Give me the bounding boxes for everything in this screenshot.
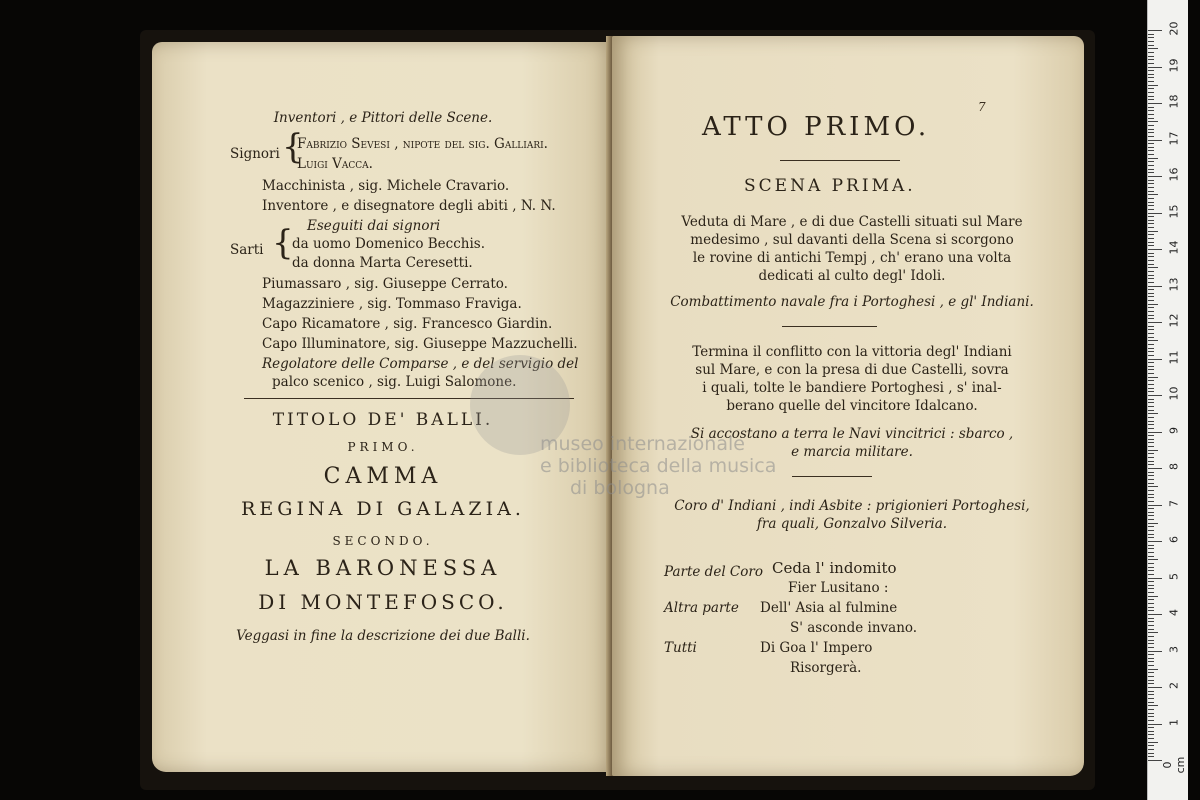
scene-description-4: dedicati al culto degl' Idoli.	[758, 268, 946, 284]
capo-ricamatore: Capo Ricamatore , sig. Francesco Giardin.	[262, 316, 553, 332]
parte-del-coro-label: Parte del Coro	[664, 564, 763, 580]
ruler-tick	[1148, 282, 1154, 283]
ruler-number: 9	[1167, 426, 1181, 434]
regolatore-line-1: Regolatore delle Comparse , e del servigio del	[262, 356, 579, 372]
ruler-tick	[1148, 691, 1154, 692]
ruler-tick	[1148, 132, 1154, 133]
ruler-tick	[1148, 348, 1154, 349]
ruler-tick	[1148, 267, 1158, 268]
ruler-tick	[1148, 59, 1154, 60]
ruler-tick	[1148, 180, 1154, 181]
ruler-tick	[1148, 70, 1154, 71]
ruler-tick	[1148, 534, 1154, 535]
ballo-1-title: CAMMA	[323, 464, 443, 489]
ruler-tick	[1148, 738, 1154, 739]
ruler-tick	[1148, 366, 1154, 367]
ruler-tick	[1148, 432, 1162, 433]
ruler-tick	[1148, 537, 1154, 538]
ballo-1-subtitle: REGINA DI GALAZIA.	[241, 498, 525, 520]
page-number: 7	[978, 100, 986, 114]
ruler-tick	[1148, 494, 1154, 495]
ruler-tick	[1148, 373, 1154, 374]
ruler-tick	[1148, 140, 1162, 141]
verse-2: Fier Lusitano :	[788, 580, 889, 596]
ruler-tick	[1148, 479, 1154, 480]
ruler-tick	[1148, 486, 1158, 487]
ruler-tick	[1148, 391, 1154, 392]
ruler-tick	[1148, 362, 1154, 363]
ruler-tick	[1148, 581, 1154, 582]
ruler-tick	[1148, 665, 1154, 666]
ruler-tick	[1148, 552, 1154, 553]
scene-painters-heading: Inventori , e Pittori delle Scene.	[273, 110, 493, 126]
sarto-uomo: da uomo Domenico Becchis.	[292, 236, 486, 252]
ruler-number: 6	[1167, 536, 1181, 543]
ruler-tick	[1148, 154, 1154, 155]
magazziniere: Magazziniere , sig. Tommaso Fraviga.	[262, 296, 522, 312]
ruler-tick	[1148, 63, 1154, 64]
ruler-tick	[1148, 497, 1154, 498]
ruler-tick	[1148, 402, 1154, 403]
left-page	[152, 42, 614, 772]
scene-description-1: Veduta di Mare , e di due Castelli situati sul Mare	[681, 214, 1023, 230]
ruler-tick	[1148, 165, 1154, 166]
ruler-tick	[1148, 311, 1154, 312]
ruler-number: 17	[1167, 131, 1181, 145]
ruler-tick	[1148, 176, 1162, 177]
ruler-tick	[1148, 136, 1154, 137]
ruler-tick	[1148, 585, 1154, 586]
ruler-tick	[1148, 227, 1154, 228]
ruler-tick	[1148, 48, 1158, 49]
ruler-tick	[1148, 293, 1154, 294]
ruler-tick	[1148, 220, 1154, 221]
ruler-tick	[1148, 183, 1154, 184]
ruler-tick	[1148, 687, 1162, 688]
ruler-number: 10	[1167, 386, 1181, 401]
ruler-tick	[1148, 125, 1154, 126]
ruler-tick	[1148, 661, 1154, 662]
ruler-tick	[1148, 705, 1158, 706]
combattimento-navale: Combattimento navale fra i Portoghesi , e gl' Indiani.	[670, 294, 1034, 310]
ruler-tick	[1148, 424, 1154, 425]
ruler-tick	[1148, 406, 1154, 407]
ruler-number: 4	[1167, 609, 1181, 616]
ruler-tick	[1148, 169, 1154, 170]
ruler-tick	[1148, 114, 1154, 115]
ruler-tick	[1148, 483, 1154, 484]
ballo-2-subtitle: DI MONTEFOSCO.	[258, 590, 508, 614]
ruler-tick	[1148, 734, 1154, 735]
ruler-tick	[1148, 194, 1158, 195]
ruler-tick	[1148, 428, 1154, 429]
ruler-tick	[1148, 745, 1154, 746]
ruler-tick	[1148, 351, 1154, 352]
ruler-tick	[1148, 464, 1154, 465]
coro-description-1: Coro d' Indiani , indi Asbite : prigionieri Portoghesi,	[674, 498, 1030, 514]
termina-4: berano quelle del vincitore Idalcano.	[726, 398, 978, 414]
ruler-tick	[1148, 410, 1154, 411]
ruler-number: 15	[1167, 204, 1181, 218]
divider-rule	[244, 398, 574, 399]
ruler-tick	[1148, 234, 1154, 235]
ruler-tick	[1148, 81, 1154, 82]
ruler-tick	[1148, 278, 1154, 279]
ruler-tick	[1148, 654, 1154, 655]
ruler-tick	[1148, 150, 1154, 151]
ruler-tick	[1148, 99, 1154, 100]
sarti-label: Sarti	[230, 242, 264, 258]
ruler-tick	[1148, 231, 1158, 232]
ruler-tick	[1148, 380, 1154, 381]
ruler-tick	[1148, 369, 1154, 370]
ruler-number: 2	[1167, 682, 1181, 689]
ruler-tick	[1148, 435, 1154, 436]
verse-1: Ceda l' indomito	[772, 559, 897, 577]
ruler-tick	[1148, 216, 1154, 217]
ruler-tick	[1148, 490, 1154, 491]
ruler-tick	[1148, 249, 1162, 250]
ruler-tick	[1148, 618, 1154, 619]
ruler-tick	[1148, 395, 1162, 396]
secondo-label: SECONDO.	[332, 534, 434, 548]
ruler-tick	[1148, 96, 1154, 97]
ruler-tick	[1148, 530, 1154, 531]
ruler-tick	[1148, 505, 1162, 506]
verse-6: Risorgerà.	[790, 660, 862, 676]
ruler-number: 12	[1167, 313, 1181, 328]
ruler-tick	[1148, 694, 1154, 695]
ruler-tick	[1148, 275, 1154, 276]
watermark-line-1: museo internazionale	[540, 433, 745, 455]
ruler-tick	[1148, 607, 1154, 608]
ruler-tick	[1148, 129, 1154, 130]
ruler-tick	[1148, 56, 1154, 57]
ruler-tick	[1148, 110, 1154, 111]
ruler-tick	[1148, 753, 1154, 754]
ruler-tick	[1148, 468, 1162, 469]
ruler-tick	[1148, 260, 1154, 261]
accostano-2: e marcia militare.	[791, 444, 913, 460]
titolo-balli: TITOLO DE' BALLI.	[272, 410, 494, 430]
ruler-number: 1	[1167, 718, 1181, 726]
ruler-tick	[1148, 599, 1154, 600]
ruler-tick	[1148, 742, 1158, 743]
ruler-tick	[1148, 107, 1154, 108]
ruler-tick	[1148, 727, 1154, 728]
ruler-tick	[1148, 632, 1158, 633]
ruler-tick	[1148, 271, 1154, 272]
ruler-tick	[1148, 508, 1154, 509]
ruler-tick	[1148, 574, 1154, 575]
ruler-number: 3	[1167, 645, 1181, 653]
scene-description-3: le rovine di antichi Tempj , ch' erano una volta	[692, 250, 1012, 266]
ruler-tick	[1148, 698, 1154, 699]
ruler-tick	[1148, 472, 1154, 473]
ruler-number: 16	[1167, 167, 1181, 182]
ruler-tick	[1148, 286, 1162, 287]
ruler-unit: 0 cm	[1161, 756, 1187, 774]
ruler-tick	[1148, 289, 1154, 290]
ruler-tick	[1148, 147, 1154, 148]
ruler-tick	[1148, 563, 1154, 564]
ruler-tick	[1148, 417, 1154, 418]
termina-1: Termina il conflitto con la vittoria degl' Indiani	[692, 344, 1012, 360]
ruler-tick	[1148, 541, 1162, 542]
ruler-tick	[1148, 264, 1154, 265]
ruler-tick	[1148, 709, 1154, 710]
ruler-tick	[1148, 651, 1162, 652]
ruler-tick	[1148, 640, 1154, 641]
ruler-tick	[1148, 315, 1154, 316]
ruler-tick	[1148, 318, 1154, 319]
ruler-tick	[1148, 461, 1154, 462]
ruler-tick	[1148, 592, 1154, 593]
ruler-tick	[1148, 158, 1158, 159]
ruler-tick	[1148, 256, 1154, 257]
ruler-tick	[1148, 475, 1154, 476]
ruler-tick	[1148, 388, 1154, 389]
ruler-tick	[1148, 614, 1162, 615]
macchinista: Macchinista , sig. Michele Cravario.	[262, 178, 510, 194]
ruler-tick	[1148, 596, 1158, 597]
termina-2: sul Mare, e con la presa di due Castelli, sovra	[695, 362, 1009, 378]
measurement-ruler	[1147, 0, 1188, 800]
ruler-tick	[1148, 340, 1158, 341]
ruler-tick	[1148, 45, 1154, 46]
ruler-tick	[1148, 453, 1154, 454]
termina-3: i quali, tolte le bandiere Portoghesi , s' inal-	[702, 380, 1002, 396]
ruler-tick	[1148, 85, 1158, 86]
ruler-tick	[1148, 209, 1154, 210]
ruler-tick	[1148, 501, 1154, 502]
ruler-tick	[1148, 643, 1154, 644]
scena-title: SCENA PRIMA.	[744, 176, 916, 196]
ruler-tick	[1148, 603, 1154, 604]
ruler-tick	[1148, 30, 1162, 31]
inventore-abiti: Inventore , e disegnatore degli abiti , N. N.	[262, 198, 556, 214]
altra-parte-label: Altra parte	[664, 600, 739, 616]
signori-label: Signori	[230, 146, 280, 162]
eseguiti-label: Eseguiti dai signori	[307, 218, 441, 234]
capo-illuminatore: Capo Illuminatore, sig. Giuseppe Mazzuchelli.	[262, 336, 578, 352]
ruler-tick	[1148, 322, 1162, 323]
ruler-number: 5	[1167, 572, 1181, 580]
ruler-tick	[1148, 52, 1154, 53]
ruler-tick	[1148, 191, 1154, 192]
ruler-tick	[1148, 41, 1154, 42]
ruler-tick	[1148, 172, 1154, 173]
ruler-tick	[1148, 720, 1154, 721]
combat-rule	[782, 326, 877, 327]
ruler-tick	[1148, 377, 1158, 378]
ruler-tick	[1148, 731, 1154, 732]
regolatore-line-2: palco scenico , sig. Luigi Salomone.	[272, 374, 517, 390]
veggasi-note: Veggasi in fine la descrizione dei due Balli.	[236, 628, 530, 644]
ruler-tick	[1148, 588, 1154, 589]
ruler-tick	[1148, 413, 1158, 414]
ruler-tick	[1148, 515, 1154, 516]
ruler-tick	[1148, 669, 1158, 670]
ruler-tick	[1148, 88, 1154, 89]
ruler-number: 20	[1167, 21, 1181, 36]
ruler-tick	[1148, 672, 1154, 673]
ruler-tick	[1148, 570, 1154, 571]
verse-5: Di Goa l' Impero	[760, 640, 873, 656]
painter-2: Luigi Vacca.	[297, 156, 373, 172]
ruler-tick	[1148, 326, 1154, 327]
ruler-tick	[1148, 74, 1154, 75]
sarto-donna: da donna Marta Ceresetti.	[292, 255, 473, 271]
ruler-tick	[1148, 647, 1154, 648]
ruler-tick	[1148, 567, 1154, 568]
ruler-tick	[1148, 344, 1154, 345]
ruler-tick	[1148, 205, 1154, 206]
ruler-tick	[1148, 556, 1154, 557]
ruler-tick	[1148, 621, 1154, 622]
ruler-tick	[1148, 702, 1154, 703]
primo-label: PRIMO.	[347, 440, 419, 454]
ballo-2-title: LA BARONESSA	[264, 556, 502, 580]
accostano-1: Si accostano a terra le Navi vincitrici : sbarco ,	[690, 426, 1014, 442]
ruler-number: 11	[1167, 350, 1181, 364]
ruler-tick	[1148, 713, 1154, 714]
ruler-number: 19	[1167, 58, 1181, 72]
ruler-tick	[1148, 625, 1154, 626]
atto-rule	[780, 160, 900, 161]
ruler-tick	[1148, 519, 1154, 520]
ruler-tick	[1148, 355, 1154, 356]
ruler-tick	[1148, 187, 1154, 188]
watermark-line-2: e biblioteca della musica	[540, 455, 777, 477]
ruler-tick	[1148, 359, 1162, 360]
ruler-tick	[1148, 307, 1154, 308]
ruler-tick	[1148, 198, 1154, 199]
ruler-tick	[1148, 202, 1154, 203]
ruler-tick	[1148, 446, 1154, 447]
painter-1: Fabrizio Sevesi , nipote del sig. Galliari.	[297, 136, 548, 152]
ruler-tick	[1148, 724, 1162, 725]
ruler-tick	[1148, 242, 1154, 243]
ruler-number: 8	[1167, 463, 1181, 470]
ruler-tick	[1148, 329, 1154, 330]
brace-sarti: {	[272, 223, 294, 263]
ruler-tick	[1148, 213, 1162, 214]
ruler-tick	[1148, 545, 1154, 546]
ruler-tick	[1148, 121, 1158, 122]
ruler-tick	[1148, 629, 1154, 630]
ruler-tick	[1148, 578, 1162, 579]
ruler-tick	[1148, 526, 1154, 527]
ruler-tick	[1148, 399, 1154, 400]
ruler-number: 7	[1167, 499, 1181, 507]
coro-description-2: fra quali, Gonzalvo Silveria.	[756, 516, 948, 532]
right-page	[612, 36, 1084, 776]
ruler-tick	[1148, 92, 1154, 93]
ruler-number: 13	[1167, 277, 1181, 291]
ruler-tick	[1148, 143, 1154, 144]
ruler-tick	[1148, 300, 1154, 301]
ruler-tick	[1148, 34, 1154, 35]
ruler-tick	[1148, 439, 1154, 440]
ruler-tick	[1148, 610, 1154, 611]
ruler-tick	[1148, 676, 1154, 677]
ruler-tick	[1148, 77, 1154, 78]
ruler-number: 14	[1167, 240, 1181, 255]
ruler-tick	[1148, 523, 1158, 524]
ruler-tick	[1148, 680, 1154, 681]
ruler-tick	[1148, 683, 1154, 684]
ruler-tick	[1148, 161, 1154, 162]
ruler-tick	[1148, 296, 1154, 297]
ruler-tick	[1148, 37, 1154, 38]
ruler-tick	[1148, 636, 1154, 637]
ruler-tick	[1148, 245, 1154, 246]
ruler-tick	[1148, 548, 1154, 549]
ruler-tick	[1148, 421, 1154, 422]
ruler-tick	[1148, 559, 1158, 560]
ruler-tick	[1148, 333, 1154, 334]
verse-4: S' asconde invano.	[790, 620, 918, 636]
watermark-line-3: di bologna	[570, 477, 670, 499]
accostano-rule	[792, 476, 872, 477]
ruler-tick	[1148, 238, 1154, 239]
ruler-tick	[1148, 304, 1158, 305]
ruler-tick	[1148, 384, 1154, 385]
tutti-label: Tutti	[664, 640, 697, 656]
ruler-tick	[1148, 118, 1154, 119]
ruler-tick	[1148, 442, 1154, 443]
ruler-number: 18	[1167, 94, 1181, 109]
ruler-tick	[1148, 749, 1154, 750]
ruler-tick	[1148, 716, 1154, 717]
ruler-tick	[1148, 253, 1154, 254]
scene-description-2: medesimo , sul davanti della Scena si scorgono	[690, 232, 1014, 248]
ruler-tick	[1148, 760, 1162, 761]
ruler-tick	[1148, 103, 1162, 104]
ruler-tick	[1148, 450, 1158, 451]
ruler-tick	[1148, 658, 1154, 659]
ruler-tick	[1148, 223, 1154, 224]
ruler-tick	[1148, 756, 1154, 757]
ruler-tick	[1148, 67, 1162, 68]
piumassaro: Piumassaro , sig. Giuseppe Cerrato.	[262, 276, 508, 292]
ruler-tick	[1148, 512, 1154, 513]
verse-3: Dell' Asia al fulmine	[760, 600, 898, 616]
ruler-tick	[1148, 337, 1154, 338]
ruler-tick	[1148, 457, 1154, 458]
brace-signori: {	[282, 127, 304, 167]
atto-title: ATTO PRIMO.	[702, 112, 931, 142]
